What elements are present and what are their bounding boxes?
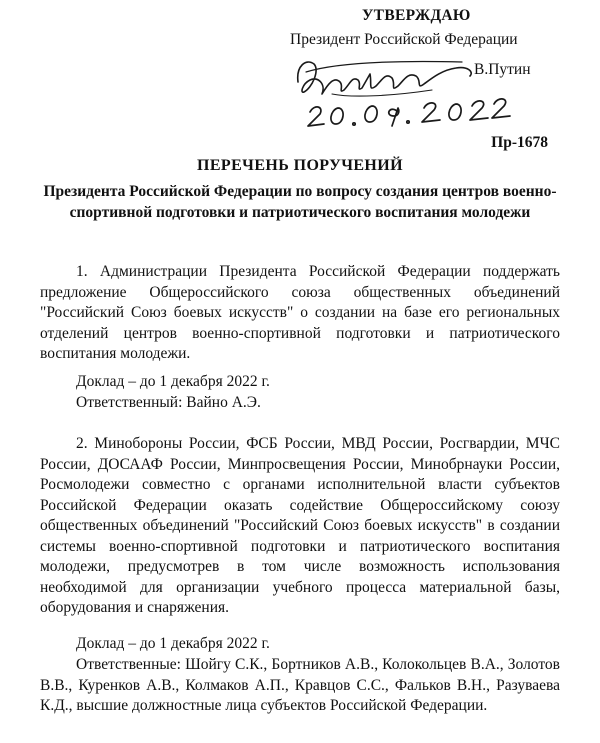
- order-item-1-text: 1. Администрации Президента Российской Федерации поддержать предложение Общероссийского союза общественных объединений "Российский Союз боевых искусств" о создании на базе его региональных отделений центров военно-спортивной подготовки и патриотического воспитания молодежи.: [40, 263, 560, 362]
- document-subtitle: Президента Российской Федерации по вопросу создания центров военно-спортивной подготовки и патриотического воспитания молодежи: [43, 183, 557, 221]
- order-item-2-report: Доклад – до 1 декабря 2022 г.: [76, 635, 270, 652]
- document-number: Пр-1678: [491, 134, 548, 151]
- approve-heading: УТВЕРЖДАЮ: [362, 7, 471, 24]
- signature-image: [292, 54, 482, 102]
- handwritten-date: [300, 98, 515, 130]
- approver-name: В.Путин: [474, 61, 531, 78]
- order-item-2-responsible: Ответственные: Шойгу С.К., Бортников А.В., Колокольцев В.А., Золотов В.В., Куренков А.В., Колмаков А.П., Кравцов С.С., Фальков В.Н., Разуваева К.Д., высшие должностные лица субъектов Российской Федерации.: [40, 656, 560, 714]
- order-item-2-text: 2. Минобороны России, ФСБ России, МВД России, Росгвардии, МЧС России, ДОСААФ России, Минпросвещения России, Минобрнауки России, Росмолодежи совместно с органами исполнительной власти субъектов Российской Федерации оказать содействие Общероссийскому союзу общественных объединений "Российский Союз боевых искусств" в создании системы военно-спортивной подготовки и патриотического воспитания молодежи, предусмотрев в том числе возможность использования необходимой для организации учебного процесса материальной базы, оборудования и снаряжения.: [40, 435, 560, 616]
- order-item-1-responsible: Ответственный: Вайно А.Э.: [76, 394, 261, 411]
- document-title: ПЕРЕЧЕНЬ ПОРУЧЕНИЙ: [197, 157, 403, 174]
- approver-position: Президент Российской Федерации: [290, 31, 518, 48]
- order-item-1-report: Доклад – до 1 декабря 2022 г.: [76, 373, 270, 390]
